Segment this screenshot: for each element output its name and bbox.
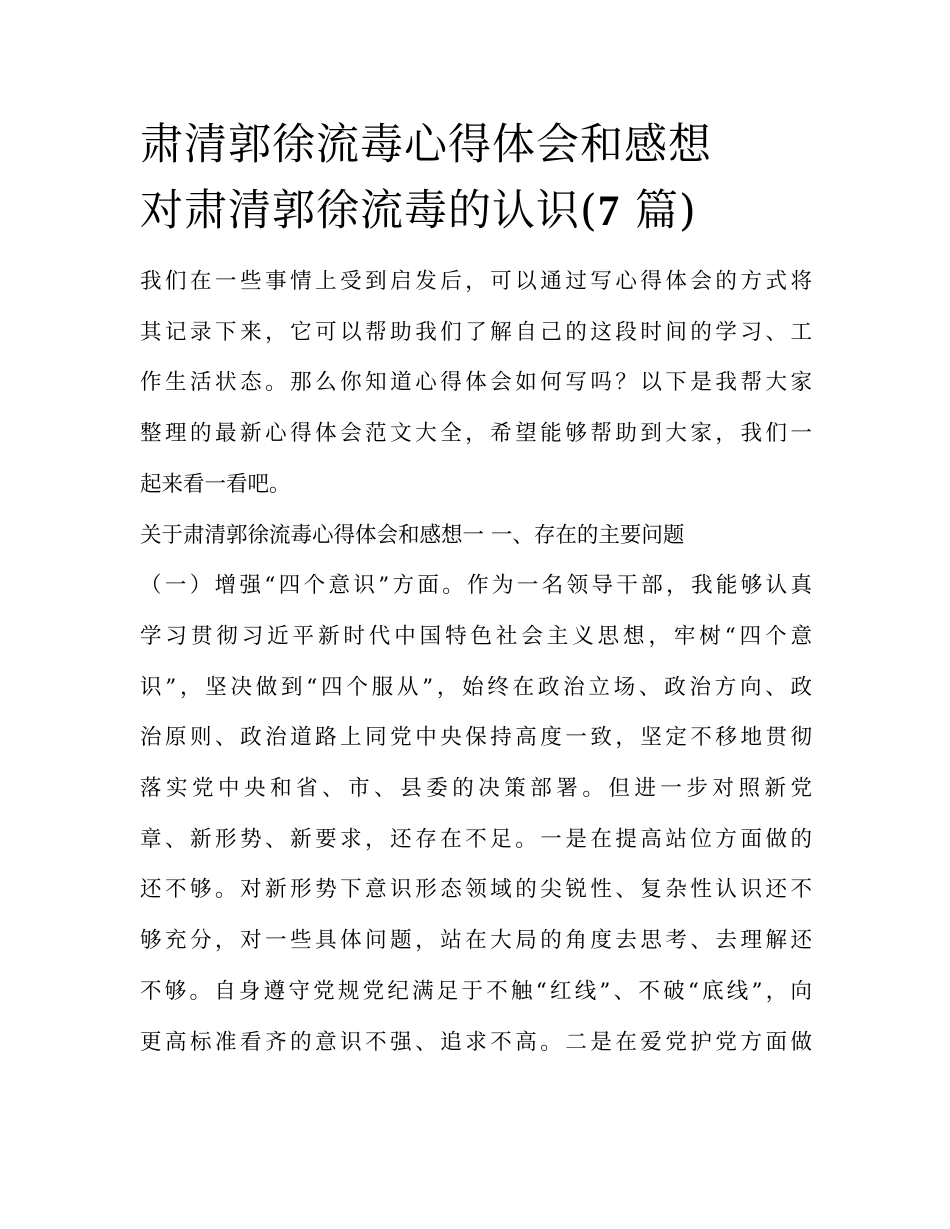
body-line: （一）增强“四个意识”方面。作为一名领导干部，我能够认真	[140, 573, 812, 599]
title-line-2-prefix: 对肃清郭徐流毒的认识(	[140, 186, 598, 236]
body-line: 识”，坚决做到“四个服从”，始终在政治立场、政治方向、政	[140, 674, 812, 700]
body-line: 不够。自身遵守党规党纪满足于不触“红线”、不破“底线”，向	[140, 978, 812, 1004]
body-line: 还不够。对新形势下意识形态领域的尖锐性、复杂性认识还不	[140, 877, 812, 903]
body-paragraph	[140, 561, 812, 1068]
body-line: 够充分，对一些具体问题，站在大局的角度去思考、去理解还	[140, 928, 812, 954]
document-content	[140, 112, 812, 1068]
section-heading: 关于肃清郭徐流毒心得体会和感想一 一、存在的主要问题	[140, 522, 685, 548]
document-title	[140, 112, 812, 245]
body-line: 学习贯彻习近平新时代中国特色社会主义思想，牢树“四个意	[140, 623, 812, 649]
intro-paragraph	[140, 257, 812, 511]
intro-line: 其记录下来，它可以帮助我们了解自己的这段时间的学习、工	[140, 319, 812, 345]
body-line: 章、新形势、新要求，还存在不足。一是在提高站位方面做的	[140, 826, 812, 852]
intro-line: 我们在一些事情上受到启发后，可以通过写心得体会的方式将	[140, 269, 812, 294]
title-line-1: 肃清郭徐流毒心得体会和感想	[140, 120, 712, 170]
intro-line: 起来看一看吧。	[140, 471, 291, 497]
body-line: 治原则、政治道路上同党中央保持高度一致，坚定不移地贯彻	[140, 725, 812, 751]
intro-line: 整理的最新心得体会范文大全，希望能够帮助到大家，我们一	[140, 421, 812, 447]
title-article-count: 7	[597, 188, 621, 235]
title-line-2	[140, 178, 812, 245]
document-body	[140, 257, 812, 1068]
intro-line: 作生活状态。那么你知道心得体会如何写吗？以下是我帮大家	[140, 370, 812, 396]
body-line: 落实党中央和省、市、县委的决策部署。但进一步对照新党	[140, 776, 812, 802]
body-line: 更高标准看齐的意识不强、追求不高。二是在爱党护党方面做	[140, 1029, 812, 1055]
title-line-2-suffix: 篇)	[634, 186, 697, 236]
